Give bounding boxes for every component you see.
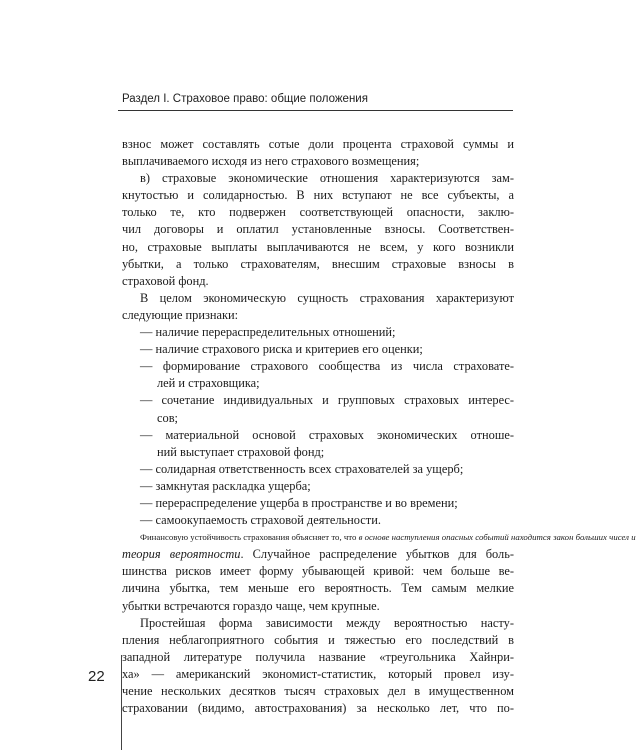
text-line: убытки встречаются гораздо чаще, чем крупные. — [122, 598, 380, 613]
list-item: — сочетание индивидуальных и групповых страховых интерес- — [140, 393, 514, 408]
list-item-continuation: сов; — [157, 410, 178, 425]
text-line: В целом экономическую сущность страхования характеризуют — [140, 290, 514, 305]
text-line: только те, кто подвержен соответствующей опасности, заклю- — [122, 205, 514, 220]
text-line — [122, 529, 636, 546]
running-head: Раздел I. Страховое право: общие положения — [122, 93, 368, 105]
text-line: страховании (видимо, автострахования) за несколько лет, что по- — [122, 701, 514, 716]
text-line: кнутостью и солидарностью. В них вступают не все субъекты, а — [122, 188, 514, 203]
emphasis: в основе наступления опасных событий находится закон больших чисел и — [358, 532, 636, 543]
text-line — [122, 546, 514, 563]
header-rule — [118, 110, 513, 111]
text-line: западной литературе получила название «треугольника Хайнри- — [122, 649, 514, 664]
text-line: Простейшая форма зависимости между вероятностью насту- — [140, 615, 514, 630]
text-line: страховой фонд. — [122, 273, 209, 288]
text-line: чение нескольких десятков тысяч страховых дел в имущественном — [122, 684, 514, 698]
text-line: убытки, а только страхователям, внесшим страховые взносы в — [122, 256, 514, 271]
list-item: — самоокупаемость страховой деятельности. — [140, 513, 381, 528]
text-line: взнос может составлять сотые доли процента страховой суммы и — [122, 137, 514, 151]
page-number: 22 — [88, 668, 105, 685]
text-line: выплачиваемого исходя из него страхового возмещения; — [122, 154, 420, 169]
text-run: Финансовую устойчивость страхования объясняет то, что — [140, 532, 357, 543]
body-text — [122, 136, 636, 717]
list-item: — формирование страхового сообщества из числа страховате- — [140, 359, 514, 374]
list-item: — замкнутая раскладка ущерба; — [140, 478, 311, 493]
list-item-continuation: ний выступает страховой фонд; — [157, 444, 325, 459]
list-item: — наличие перераспределительных отношений; — [140, 325, 396, 340]
list-item: — солидарная ответственность всех страхователей за ущерб; — [140, 461, 464, 476]
text-run: . Случайное распределение убытков для боль- — [240, 547, 514, 562]
text-line: в) страховые экономические отношения характеризуются зам- — [140, 171, 514, 186]
text-line: но, страховые выплаты выплачиваются не всем, у кого возникли — [122, 239, 514, 254]
emphasis: теория вероятности — [122, 547, 241, 562]
text-line: чил договоры и оплатил установленные взносы. Соответствен- — [122, 222, 514, 237]
list-item-continuation: лей и страховщика; — [157, 376, 260, 391]
text-line: шинства рисков имеет форму убывающей кривой: чем больше ве- — [122, 564, 514, 579]
text-line: пления неблагоприятного события и тяжестью его последствий в — [122, 632, 514, 647]
margin-rule — [121, 655, 122, 750]
list-item: — перераспределение ущерба в пространстве и во времени; — [140, 495, 458, 510]
list-item: — материальной основой страховых экономических отноше- — [140, 427, 514, 442]
list-item: — наличие страхового риска и критериев его оценки; — [140, 342, 423, 357]
text-line: следующие признаки: — [122, 307, 239, 322]
text-line: личина убытка, тем меньше его вероятность. Тем самым мелкие — [122, 581, 514, 596]
text-line: ха» — американский экономист-статистик, который провел изу- — [122, 666, 514, 681]
